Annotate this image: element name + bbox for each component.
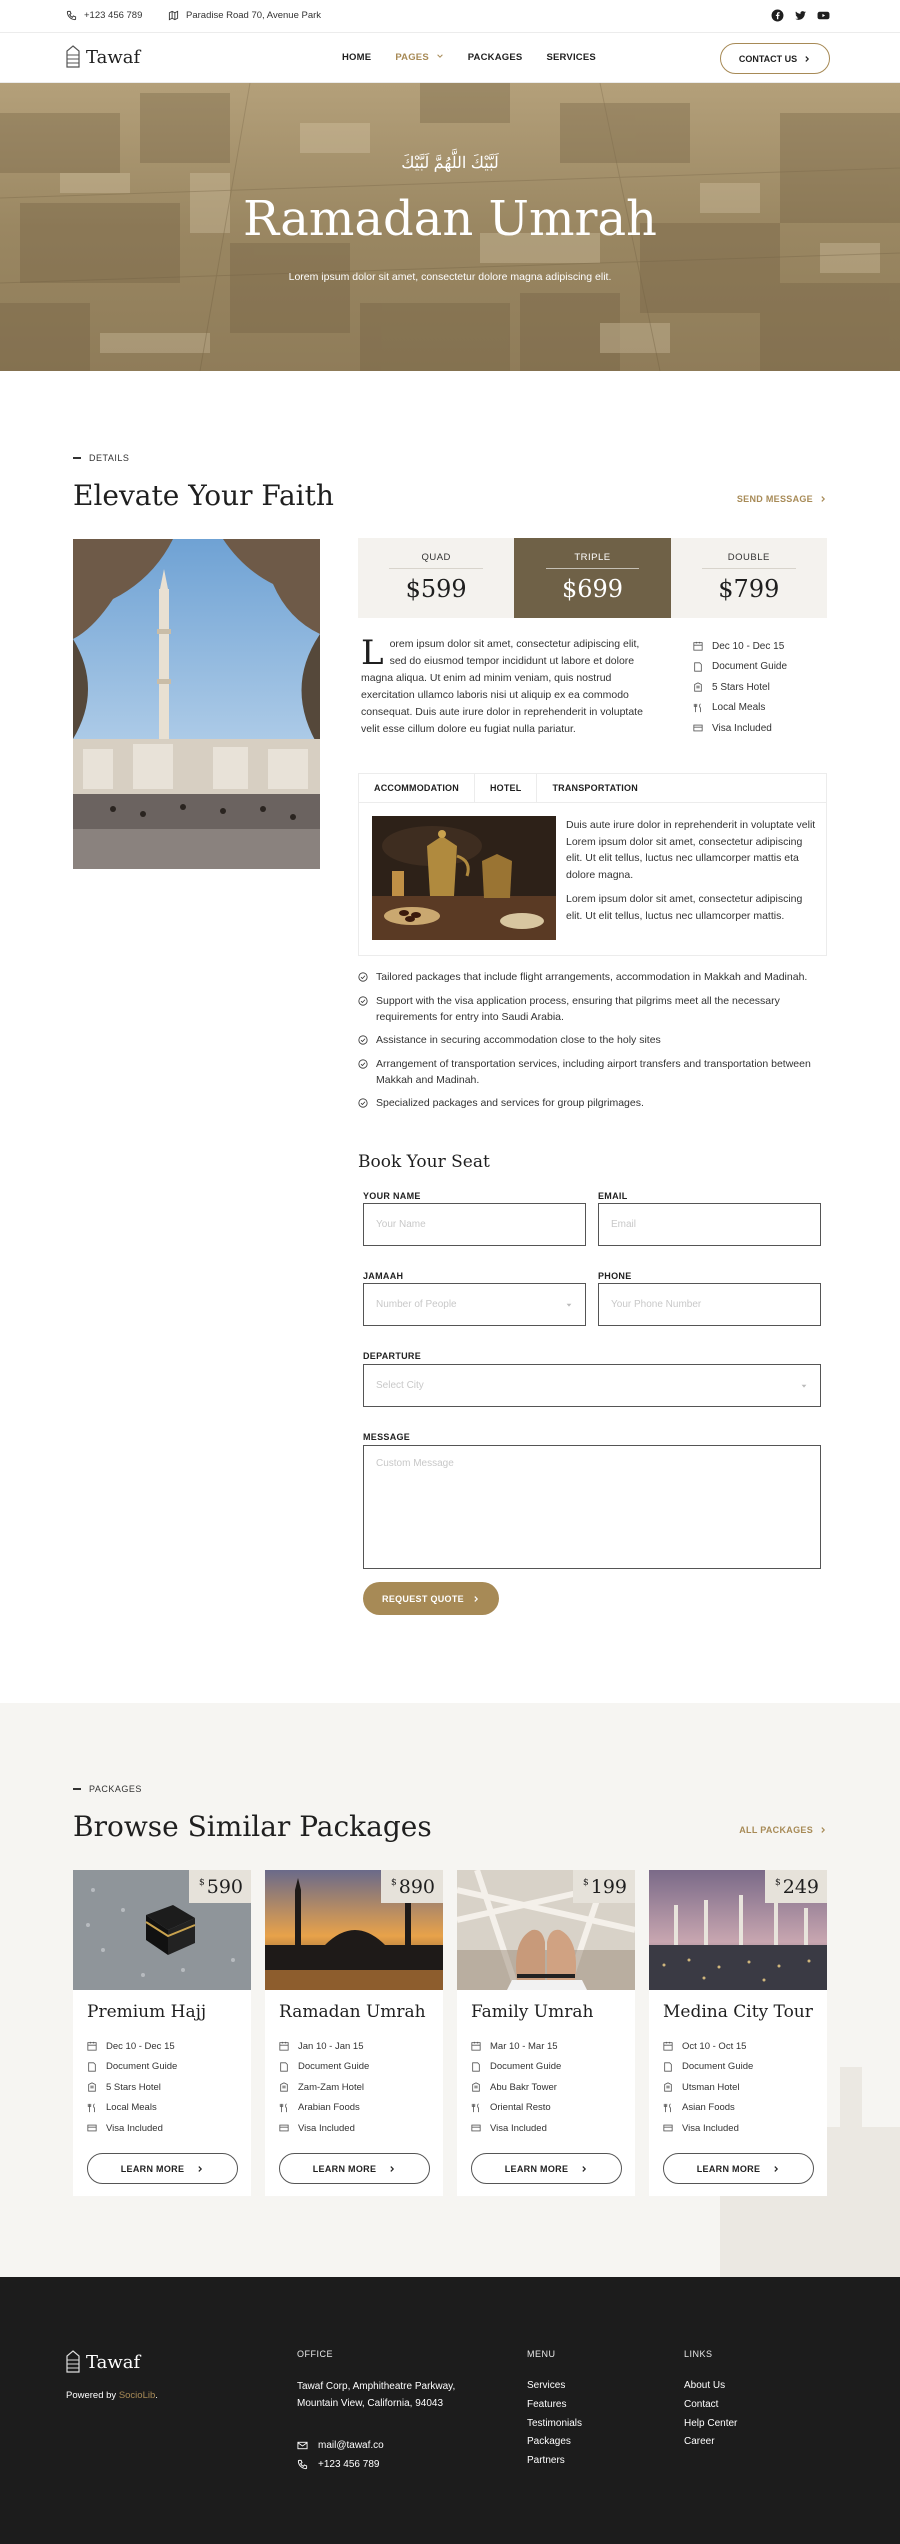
learn-more-button[interactable] <box>471 2153 622 2184</box>
feature-guide <box>471 2057 561 2078</box>
mosque-image <box>73 539 320 869</box>
feature-text: Oct 10 - Oct 15 <box>682 2040 747 2052</box>
email-placeholder: Email <box>611 1219 637 1230</box>
footer-menu-features[interactable]: Features <box>527 2398 567 2410</box>
feature-hotel <box>471 2077 561 2098</box>
price-value: $699 <box>561 575 624 603</box>
feature-text: Document Guide <box>106 2061 178 2073</box>
feature-text: 5 Stars Hotel <box>712 681 770 693</box>
package-card-premium-hajj <box>73 1870 251 2196</box>
details-paragraph-text: orem ipsum dolor sit amet, consectetur adipiscing elit, sed do eiusmod tempor incididunt ut labore et dolore magna aliqua. Ut enim ad minim veniam, quis nostrud exercitation ullamco laboris nisi ut aliquip ex ea commodo consequat. Duis aute irure dolor in reprehenderit in voluptate velit esse cillum dolore eu fugiat nulla pariatur. <box>361 638 643 735</box>
all-packages-label: ALL PACKAGES <box>739 1825 813 1835</box>
phone-label: PHONE <box>598 1271 632 1281</box>
phone-icon <box>297 2459 308 2470</box>
hero-arabic-text: لَبَّيْكَ اللَّهُمَّ لَبَّيْكَ <box>401 155 499 172</box>
caret-down-icon <box>565 1301 573 1309</box>
package-features <box>663 2036 753 2139</box>
tab-paragraph-2: Lorem ipsum dolor sit amet, consectetur adipiscing elit. Ut elit tellus, luctus nec ullamcorper mattis. <box>566 893 803 922</box>
feature-text: Visa Included <box>298 2122 355 2134</box>
feature-meals <box>279 2098 369 2119</box>
message-placeholder: Custom Message <box>376 1458 454 1469</box>
price-divider <box>546 568 640 569</box>
nav-pages-label: PAGES <box>395 52 429 63</box>
package-card-medina-city-tour <box>649 1870 827 2196</box>
logo-icon <box>66 45 80 69</box>
topbar <box>0 0 900 33</box>
footer-phone-text: +123 456 789 <box>318 2459 380 2470</box>
calendar-icon <box>87 2041 97 2051</box>
check-circle-icon <box>358 972 368 982</box>
tab-hotel[interactable]: HOTEL <box>475 774 538 802</box>
check-circle-icon <box>358 1059 368 1069</box>
feature-text: Abu Bakr Tower <box>490 2081 557 2093</box>
learn-more-button[interactable] <box>87 2153 238 2184</box>
all-packages-link[interactable] <box>739 1825 827 1835</box>
chevron-right-icon <box>772 2165 780 2173</box>
tab-panel-text <box>566 817 816 924</box>
check-item <box>358 1095 828 1111</box>
feature-meals <box>87 2098 177 2119</box>
details-eyebrow <box>73 453 129 463</box>
feature-text: Local Meals <box>712 702 766 714</box>
hotel-icon <box>87 2082 97 2092</box>
package-price-value: 199 <box>590 1876 627 1898</box>
package-price <box>573 1870 635 1903</box>
feature-text: Jan 10 - Jan 15 <box>298 2040 364 2052</box>
powered-suffix: . <box>155 2390 158 2401</box>
package-price-value: 590 <box>206 1876 243 1898</box>
package-features <box>471 2036 561 2139</box>
price-divider <box>389 568 483 569</box>
youtube-icon[interactable] <box>817 9 830 22</box>
check-item <box>358 1056 828 1088</box>
cutlery-icon <box>471 2103 481 2113</box>
name-label: YOUR NAME <box>363 1191 421 1201</box>
feature-text: Document Guide <box>712 661 788 673</box>
check-item <box>358 1032 828 1048</box>
package-features <box>279 2036 369 2139</box>
card-icon <box>663 2123 673 2133</box>
footer-phone[interactable] <box>297 2459 379 2470</box>
logo-text: Tawaf <box>86 46 141 68</box>
tab-paragraph-1: Duis aute irure dolor in reprehenderit in voluptate velit Lorem ipsum dolor sit amet, consectetur adipiscing elit. Ut elit tellus, luctus nec ullamcorper mattis eta dolore magna. <box>566 819 816 881</box>
check-item <box>358 993 828 1025</box>
cutlery-icon <box>87 2103 97 2113</box>
chevron-right-icon <box>819 1826 827 1834</box>
card-icon <box>693 723 703 733</box>
feature-text: Utsman Hotel <box>682 2081 740 2093</box>
feature-dates <box>87 2036 177 2057</box>
name-input[interactable] <box>363 1203 586 1246</box>
office-address <box>297 2378 455 2412</box>
packages-eyebrow <box>73 1784 142 1794</box>
check-item <box>358 969 828 985</box>
package-card-ramadan-umrah <box>265 1870 443 2196</box>
feature-text: Local Meals <box>106 2102 157 2114</box>
package-card-family-umrah <box>457 1870 635 2196</box>
hotel-icon <box>693 682 703 692</box>
price-options <box>358 538 827 618</box>
nav-packages[interactable]: PACKAGES <box>467 52 523 63</box>
feature-hotel <box>663 2077 753 2098</box>
feature-text: Dec 10 - Dec 15 <box>106 2040 175 2052</box>
footer-menu-partners[interactable]: Partners <box>527 2455 565 2467</box>
package-title: Medina City Tour <box>663 2002 813 2022</box>
send-message-label: SEND MESSAGE <box>736 494 813 504</box>
feature-dates <box>693 636 787 657</box>
feature-text: Oriental Resto <box>490 2102 551 2114</box>
feature-text: Mar 10 - Mar 15 <box>490 2040 558 2052</box>
document-icon <box>279 2062 289 2072</box>
feature-visa <box>693 718 787 739</box>
feature-dates <box>663 2036 753 2057</box>
check-circle-icon <box>358 1098 368 1108</box>
package-price <box>765 1870 827 1903</box>
feature-guide <box>693 657 787 678</box>
twitter-icon[interactable] <box>794 9 807 22</box>
chevron-right-icon <box>196 2165 204 2173</box>
dates-coffee-image <box>372 816 556 940</box>
footer-link-about[interactable]: About Us <box>684 2380 726 2391</box>
mail-icon <box>297 2440 308 2451</box>
departure-select[interactable] <box>363 1364 821 1407</box>
service-checklist <box>358 969 828 1119</box>
hotel-icon <box>471 2082 481 2092</box>
price-value: $599 <box>405 575 467 603</box>
document-icon <box>693 662 703 672</box>
topbar-address-text: Paradise Road 70, Avenue Park <box>186 10 322 21</box>
package-price-value: 249 <box>782 1876 819 1898</box>
details-paragraph <box>361 633 656 738</box>
send-message-link[interactable] <box>737 494 827 504</box>
name-placeholder: Your Name <box>376 1219 426 1230</box>
office-line-1: Tawaf Corp, Amphitheatre Parkway, <box>297 2381 456 2392</box>
package-price <box>189 1870 251 1903</box>
footer-menu-packages[interactable]: Packages <box>527 2436 571 2448</box>
feature-text: 5 Stars Hotel <box>106 2081 161 2093</box>
chevron-right-icon <box>819 495 827 503</box>
price-option-quad[interactable] <box>358 538 514 618</box>
currency-symbol: $ <box>583 1878 589 1888</box>
learn-more-label: LEARN MORE <box>696 2163 761 2174</box>
jamaah-select[interactable] <box>363 1283 586 1326</box>
check-text: Tailored packages that include flight arrangements, accommodation in Makkah and Madinah. <box>376 971 808 983</box>
feature-dates <box>471 2036 561 2057</box>
phone-placeholder: Your Phone Number <box>611 1299 702 1310</box>
currency-symbol: $ <box>199 1878 205 1888</box>
feature-text: Asian Foods <box>682 2102 735 2114</box>
tab-accommodation[interactable]: ACCOMMODATION <box>359 774 475 802</box>
footer-links <box>684 2380 737 2455</box>
hero-subtitle: Lorem ipsum dolor sit amet, consectetur dolore magna adipiscing elit. <box>288 271 612 283</box>
learn-more-button[interactable] <box>279 2153 430 2184</box>
logo-icon <box>66 2350 80 2374</box>
dropcap-letter: L <box>361 633 384 673</box>
feature-visa <box>663 2118 753 2139</box>
feature-dates <box>279 2036 369 2057</box>
footer-email[interactable] <box>297 2440 384 2451</box>
hero-title: Ramadan Umrah <box>243 191 657 247</box>
eyebrow-dash <box>73 457 81 459</box>
topbar-address <box>168 10 321 21</box>
coffee-illustration <box>372 816 556 940</box>
check-circle-icon <box>358 1035 368 1045</box>
card-icon <box>279 2123 289 2133</box>
check-text: Assistance in securing accommodation close to the holy sites <box>376 1034 661 1046</box>
feature-text: Document Guide <box>682 2061 754 2073</box>
card-icon <box>87 2123 97 2133</box>
calendar-icon <box>279 2041 289 2051</box>
chevron-right-icon <box>803 55 811 63</box>
feature-text: Visa Included <box>712 722 772 734</box>
check-text: Support with the visa application process, ensuring that pilgrims meet all the necessary requirements for entry into Saudi Arabia. <box>376 994 780 1023</box>
check-circle-icon <box>358 996 368 1006</box>
feature-text: Visa Included <box>490 2122 547 2134</box>
details-features <box>693 636 787 739</box>
document-icon <box>87 2062 97 2072</box>
feature-guide <box>663 2057 753 2078</box>
document-icon <box>471 2062 481 2072</box>
contact-us-button[interactable] <box>720 43 830 74</box>
package-price <box>381 1870 443 1903</box>
currency-symbol: $ <box>775 1878 781 1888</box>
topbar-phone-text: +123 456 789 <box>84 10 143 21</box>
feature-text: Zam-Zam Hotel <box>298 2081 364 2093</box>
price-option-triple[interactable] <box>514 538 670 618</box>
office-line-2: Mountain View, California, 94043 <box>297 2398 444 2409</box>
learn-more-label: LEARN MORE <box>312 2163 377 2174</box>
price-label: QUAD <box>421 552 451 563</box>
cutlery-icon <box>279 2103 289 2113</box>
footer-menu-testimonials[interactable]: Testimonials <box>527 2417 583 2429</box>
details-tabs <box>358 773 827 803</box>
feature-hotel <box>279 2077 369 2098</box>
feature-visa <box>279 2118 369 2139</box>
hero-banner <box>0 83 900 371</box>
footer-link-career[interactable]: Career <box>684 2436 715 2448</box>
message-textarea[interactable] <box>363 1445 821 1569</box>
booking-form-title: Book Your Seat <box>358 1152 490 1172</box>
price-label: TRIPLE <box>574 552 611 563</box>
tab-transportation[interactable]: TRANSPORTATION <box>552 783 638 793</box>
nav-services[interactable]: SERVICES <box>546 52 596 63</box>
email-input[interactable] <box>598 1203 821 1246</box>
powered-prefix: Powered by <box>66 2390 119 2401</box>
departure-label: DEPARTURE <box>363 1351 422 1361</box>
package-price-value: 890 <box>398 1876 435 1898</box>
currency-symbol: $ <box>391 1878 397 1888</box>
message-label: MESSAGE <box>363 1432 411 1442</box>
feature-meals <box>693 698 787 719</box>
links-heading: LINKS <box>684 2349 713 2359</box>
feature-text: Visa Included <box>106 2122 163 2134</box>
main-nav <box>342 52 596 63</box>
card-icon <box>471 2123 481 2133</box>
chevron-down-icon <box>436 52 444 60</box>
jamaah-label: JAMAAH <box>363 1271 404 1281</box>
cutlery-icon <box>663 2103 673 2113</box>
package-title: Family Umrah <box>471 2002 594 2022</box>
package-features <box>87 2036 177 2139</box>
learn-more-label: LEARN MORE <box>120 2163 185 2174</box>
feature-meals <box>663 2098 753 2119</box>
details-eyebrow-label: DETAILS <box>89 453 130 463</box>
document-icon <box>663 2062 673 2072</box>
packages-eyebrow-label: PACKAGES <box>89 1784 142 1794</box>
eyebrow-dash <box>73 1788 81 1790</box>
packages-title: Browse Similar Packages <box>73 1810 432 1843</box>
phone-icon <box>66 10 77 21</box>
feature-text: Document Guide <box>298 2061 370 2073</box>
contact-us-label: CONTACT US <box>738 53 798 64</box>
feature-guide <box>279 2057 369 2078</box>
chevron-right-icon <box>472 1595 480 1603</box>
footer-menu-services[interactable]: Services <box>527 2380 566 2391</box>
map-icon <box>168 10 179 21</box>
mosque-illustration <box>73 539 320 869</box>
tab-panel-accommodation <box>358 803 827 956</box>
calendar-icon <box>471 2041 481 2051</box>
details-title: Elevate Your Faith <box>73 479 334 512</box>
feature-guide <box>87 2057 177 2078</box>
price-divider <box>702 568 796 569</box>
price-value: $799 <box>718 575 780 603</box>
feature-text: Visa Included <box>682 2122 739 2134</box>
request-quote-label: REQUEST QUOTE <box>382 1593 464 1604</box>
footer-menu <box>527 2380 582 2474</box>
feature-visa <box>471 2118 561 2139</box>
footer-logo[interactable] <box>66 2350 140 2374</box>
feature-text: Dec 10 - Dec 15 <box>712 640 785 652</box>
nav-pages[interactable] <box>395 52 443 63</box>
feature-meals <box>471 2098 561 2119</box>
learn-more-label: LEARN MORE <box>504 2163 569 2174</box>
feature-text: Arabian Foods <box>298 2102 360 2114</box>
feature-hotel <box>693 677 787 698</box>
check-text: Specialized packages and services for group pilgrimages. <box>376 1097 644 1109</box>
chevron-right-icon <box>388 2165 396 2173</box>
request-quote-button[interactable] <box>363 1582 499 1615</box>
hotel-icon <box>279 2082 289 2092</box>
learn-more-button[interactable] <box>663 2153 814 2184</box>
powered-by <box>66 2390 158 2401</box>
topbar-phone[interactable] <box>66 10 142 21</box>
feature-hotel <box>87 2077 177 2098</box>
logo[interactable] <box>66 45 140 69</box>
price-option-double[interactable] <box>671 538 827 618</box>
package-title: Premium Hajj <box>87 2002 207 2022</box>
powered-link[interactable]: SocioLib <box>118 2390 156 2401</box>
check-text: Arrangement of transportation services, including airport transfers and transportation between Makkah and Madinah. <box>376 1057 811 1086</box>
feature-text: Document Guide <box>490 2061 562 2073</box>
calendar-icon <box>663 2041 673 2051</box>
departure-placeholder: Select City <box>376 1380 424 1391</box>
footer-link-help[interactable]: Help Center <box>684 2417 738 2429</box>
footer-logo-text: Tawaf <box>86 2351 141 2373</box>
email-label: EMAIL <box>598 1191 628 1201</box>
menu-heading: MENU <box>527 2349 556 2359</box>
office-heading: OFFICE <box>297 2349 333 2359</box>
feature-visa <box>87 2118 177 2139</box>
jamaah-placeholder: Number of People <box>376 1299 457 1310</box>
caret-down-icon <box>800 1382 808 1390</box>
social-links <box>771 9 830 22</box>
footer-link-contact[interactable]: Contact <box>684 2398 719 2410</box>
footer-email-text: mail@tawaf.co <box>318 2440 384 2451</box>
chevron-right-icon <box>580 2165 588 2173</box>
calendar-icon <box>693 641 703 651</box>
cutlery-icon <box>693 703 703 713</box>
phone-input[interactable] <box>598 1283 821 1326</box>
nav-home[interactable]: HOME <box>342 52 372 63</box>
price-label: DOUBLE <box>727 552 770 563</box>
package-title: Ramadan Umrah <box>279 2002 426 2022</box>
facebook-icon[interactable] <box>771 9 784 22</box>
site-footer <box>0 2277 900 2544</box>
hotel-icon <box>663 2082 673 2092</box>
site-header <box>0 33 900 83</box>
